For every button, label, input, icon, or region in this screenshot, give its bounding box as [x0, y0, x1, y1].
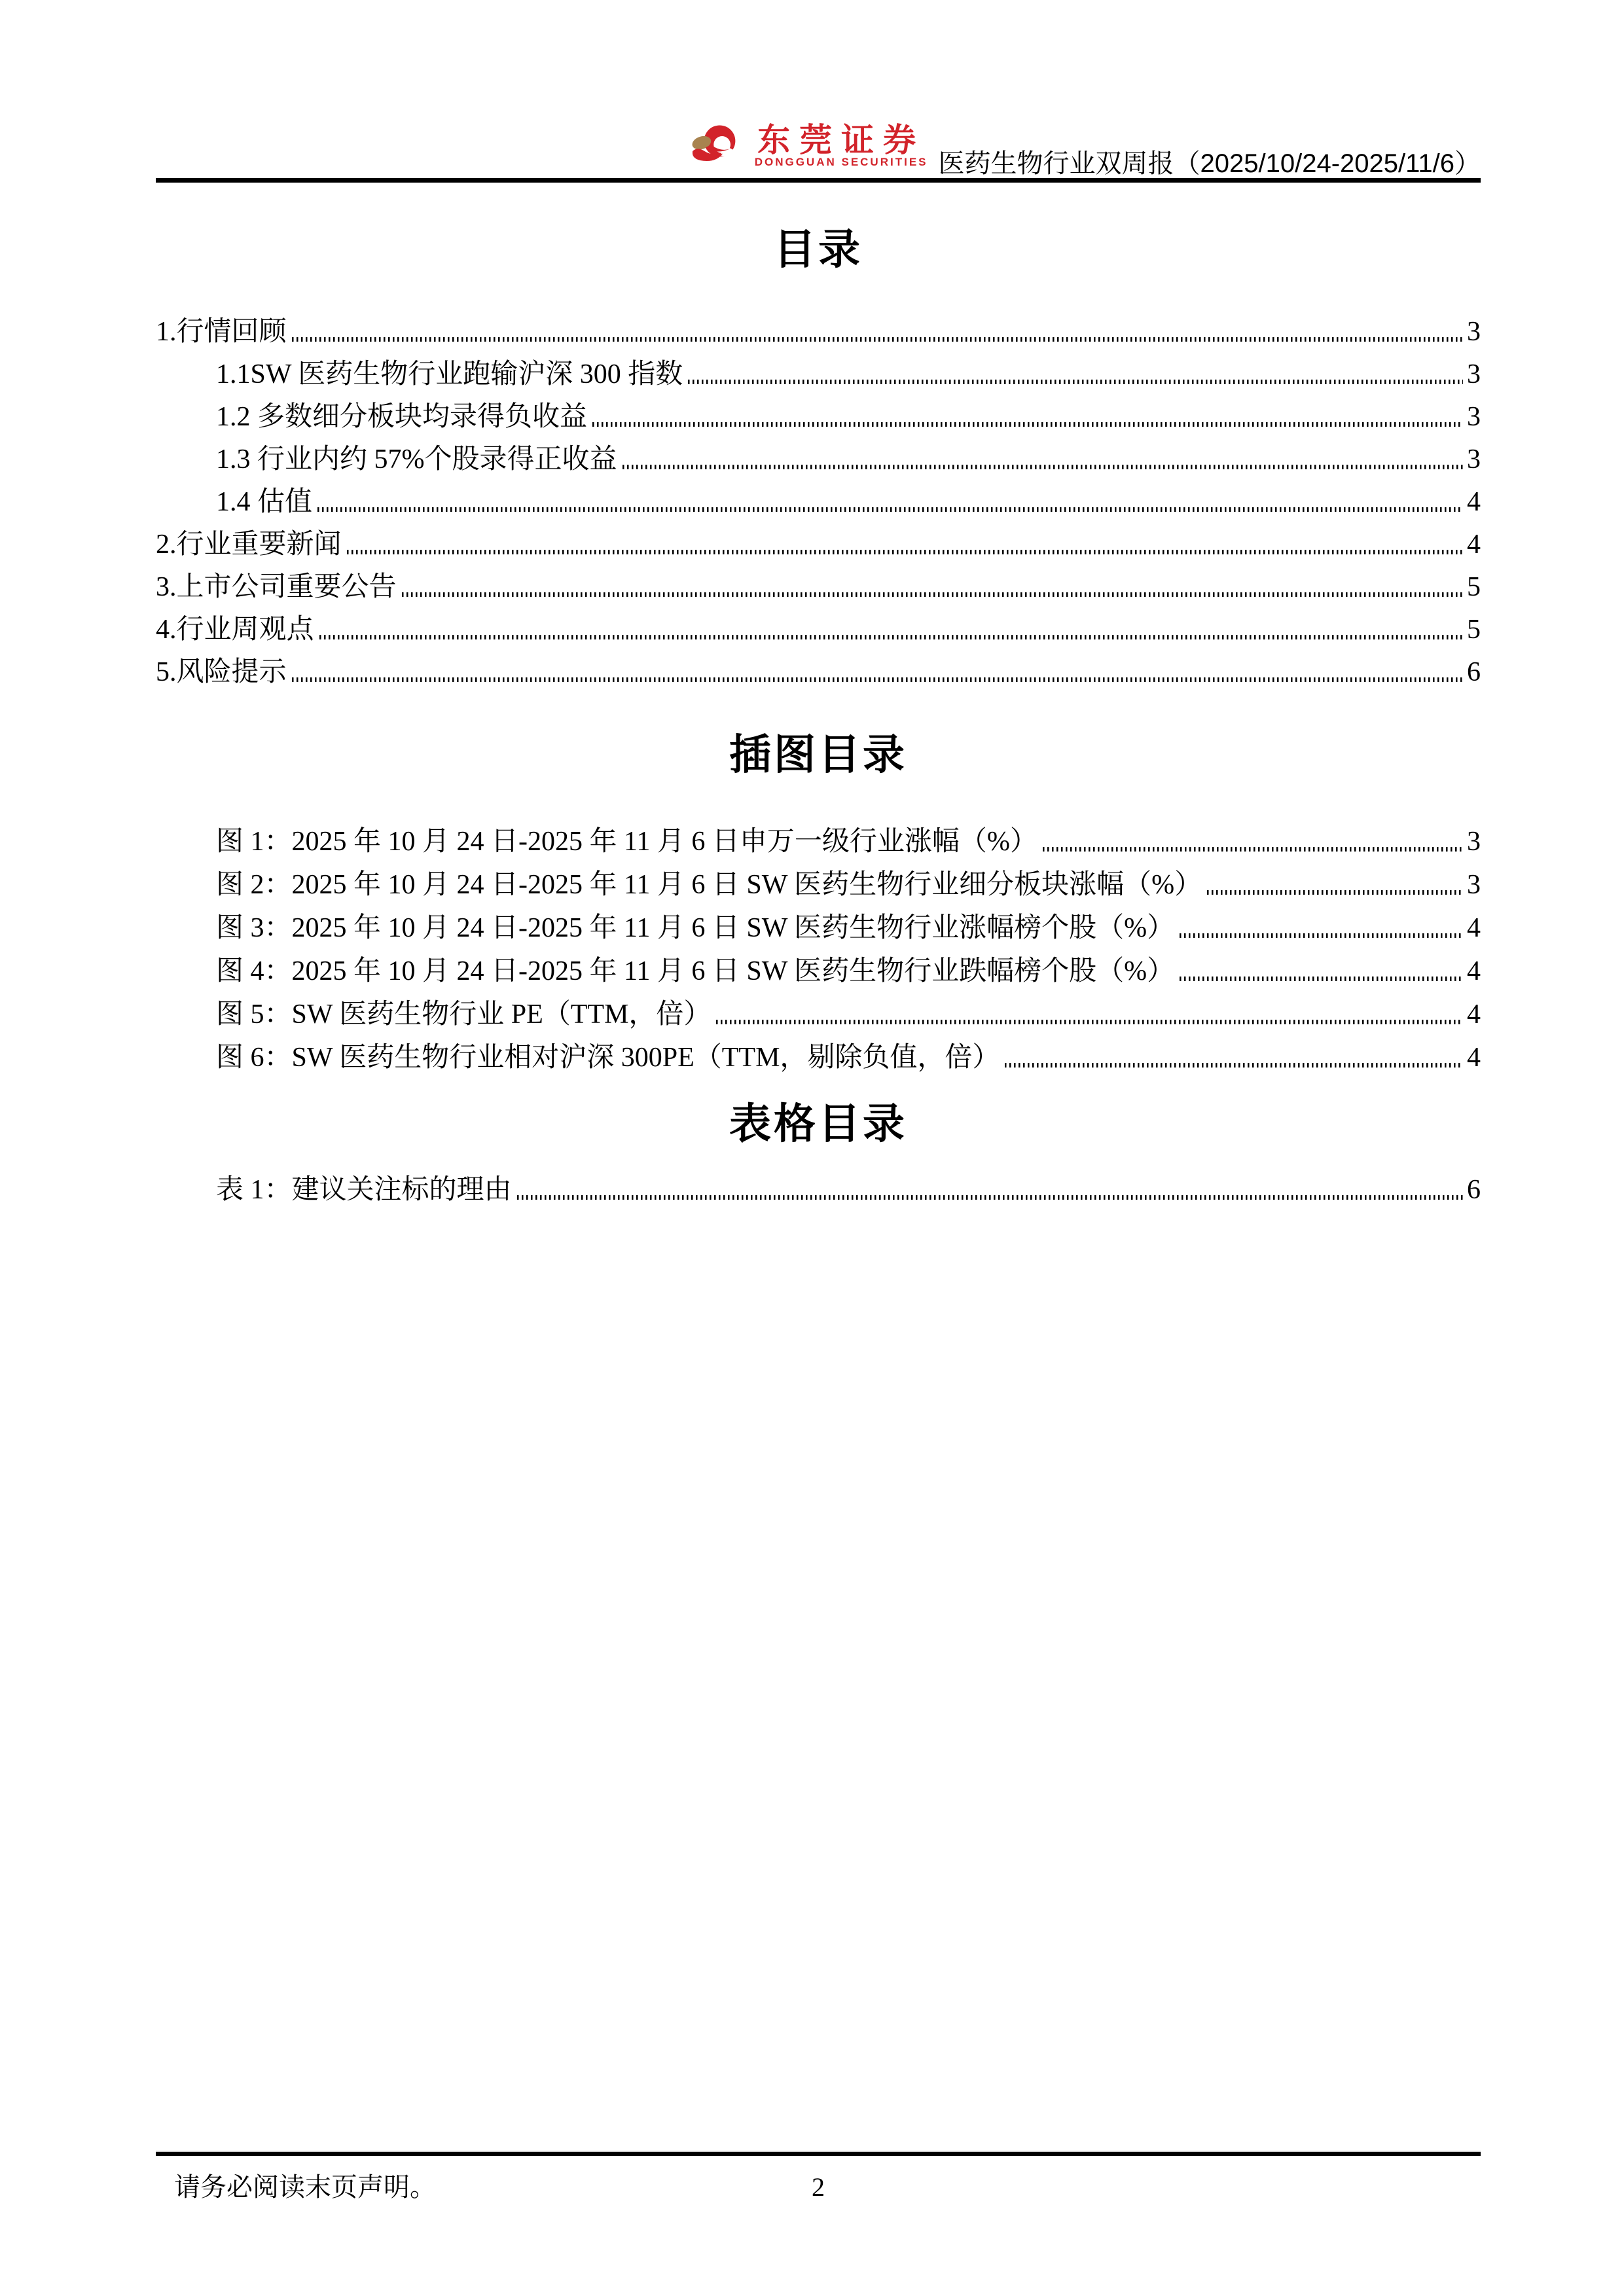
report-title: 医药生物行业双周报（2025/10/24-2025/11/6）: [938, 149, 1481, 178]
page-header: [156, 118, 1481, 178]
dot-leader: [592, 422, 1463, 427]
toc-list: [156, 308, 1481, 691]
figures-title: 插图目录: [729, 731, 907, 778]
toc-entry-label: 3.上市公司重要公告: [156, 572, 397, 602]
toc-entry[interactable]: [156, 435, 1481, 478]
toc-entry-label: 图 3：2025 年 10 月 24 日-2025 年 11 月 6 日 SW 医药生物行业涨幅榜个股（%）: [216, 913, 1175, 943]
dot-leader: [317, 507, 1463, 512]
brand-name-cn: 东莞证券: [757, 122, 926, 158]
toc-entry[interactable]: [156, 817, 1481, 860]
tables-list: [156, 1165, 1481, 1208]
toc-entry-label: 1.3 行业内约 57%个股录得正收益: [216, 444, 617, 475]
dot-leader: [319, 635, 1463, 639]
dot-leader: [402, 592, 1463, 597]
toc-entry-label: 4.行业周观点: [156, 615, 314, 645]
toc-entry-label: 图 5：SW 医药生物行业 PE（TTM，倍）: [216, 999, 712, 1030]
toc-entry[interactable]: [156, 1165, 1481, 1208]
dot-leader: [1180, 977, 1463, 981]
toc-entry-page: 6: [1467, 657, 1481, 687]
tables-title: 表格目录: [729, 1100, 907, 1147]
brand-logo: [685, 124, 928, 169]
dot-leader: [292, 677, 1463, 682]
toc-entry[interactable]: [156, 605, 1481, 648]
dot-leader: [688, 380, 1463, 384]
dot-leader: [623, 465, 1464, 469]
toc-entry-page: 3: [1467, 402, 1481, 432]
dot-leader: [292, 337, 1463, 342]
footer-page-number: 2: [812, 2172, 825, 2202]
toc-entry-page: 3: [1467, 359, 1481, 389]
toc-entry-page: 4: [1467, 913, 1481, 943]
toc-entry-label: 表 1：建议关注标的理由: [216, 1175, 512, 1205]
toc-entry[interactable]: [156, 563, 1481, 605]
toc-entry[interactable]: [156, 903, 1481, 946]
toc-entry[interactable]: [156, 393, 1481, 435]
toc-entry-page: 6: [1467, 1175, 1481, 1205]
toc-entry-label: 1.行情回顾: [156, 317, 287, 347]
dot-leader: [1005, 1063, 1463, 1067]
dot-leader: [347, 550, 1463, 554]
figures-list: [156, 817, 1481, 1076]
toc-title: 目录: [774, 226, 863, 273]
toc-entry-label: 图 6：SW 医药生物行业相对沪深 300PE（TTM，剔除负值，倍）: [216, 1043, 1000, 1073]
toc-entry-label: 1.2 多数细分板块均录得负收益: [216, 402, 588, 432]
toc-entry[interactable]: [156, 308, 1481, 350]
footer-disclaimer: 请务必阅读末页声明。: [174, 2173, 436, 2202]
header-divider: [156, 178, 1481, 183]
toc-entry-page: 3: [1467, 317, 1481, 347]
toc-entry[interactable]: [156, 520, 1481, 563]
dot-leader: [1043, 847, 1463, 852]
toc-entry-page: 4: [1467, 1043, 1481, 1073]
toc-entry[interactable]: [156, 1033, 1481, 1076]
toc-entry[interactable]: [156, 350, 1481, 393]
dot-leader: [1207, 890, 1463, 895]
toc-entry[interactable]: [156, 648, 1481, 691]
toc-entry-page: 3: [1467, 870, 1481, 900]
toc-entry[interactable]: [156, 946, 1481, 990]
toc-entry[interactable]: [156, 860, 1481, 903]
dot-leader: [517, 1195, 1463, 1200]
toc-entry-label: 图 1：2025 年 10 月 24 日-2025 年 11 月 6 日申万一级行业涨幅（%）: [216, 827, 1038, 857]
toc-entry-page: 4: [1467, 956, 1481, 986]
toc-entry-label: 1.4 估值: [216, 487, 313, 517]
toc-entry-page: 4: [1467, 999, 1481, 1030]
toc-entry-label: 2.行业重要新闻: [156, 529, 342, 560]
toc-entry-label: 图 2：2025 年 10 月 24 日-2025 年 11 月 6 日 SW 医药生物行业细分板块涨幅（%）: [216, 870, 1202, 900]
toc-entry-page: 5: [1467, 615, 1481, 645]
dot-leader: [1180, 933, 1463, 938]
toc-entry[interactable]: [156, 478, 1481, 520]
brand-logo-icon: [685, 124, 746, 164]
toc-entry-label: 1.1SW 医药生物行业跑输沪深 300 指数: [216, 359, 683, 389]
toc-entry-page: 5: [1467, 572, 1481, 602]
toc-entry-page: 4: [1467, 487, 1481, 517]
toc-entry-label: 图 4：2025 年 10 月 24 日-2025 年 11 月 6 日 SW 医药生物行业跌幅榜个股（%）: [216, 956, 1175, 986]
dot-leader: [716, 1020, 1463, 1024]
toc-entry-page: 4: [1467, 529, 1481, 560]
toc-entry-page: 3: [1467, 827, 1481, 857]
toc-entry-label: 5.风险提示: [156, 657, 287, 687]
brand-name-en: DONGGUAN SECURITIES: [754, 156, 928, 168]
toc-entry[interactable]: [156, 990, 1481, 1033]
toc-entry-page: 3: [1467, 444, 1481, 475]
footer-divider: [156, 2151, 1481, 2156]
